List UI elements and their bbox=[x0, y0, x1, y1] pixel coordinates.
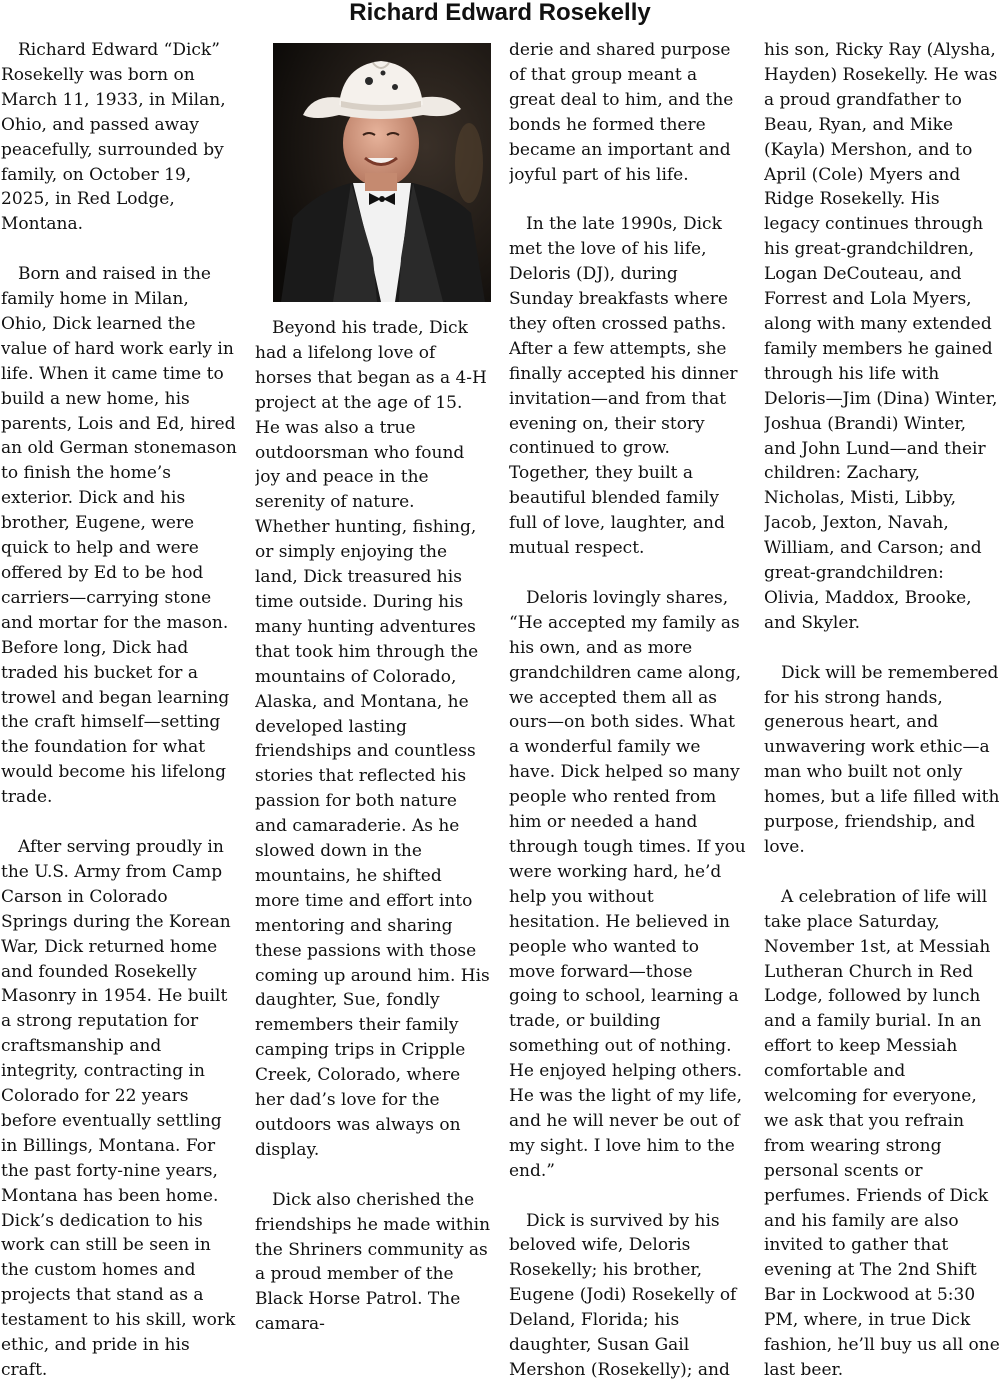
paragraph: After serving proudly in the U.S. Army from Camp Carson in Colorado Springs during the Korean War, Dick returned home and founded Rosekelly Masonry in 1954. He built a strong reputation for craftsmanship and integrity, contracting in Colorado for 22 years before eventually settling in Billings, Montana. For the past forty-nine years, Montana has been home. Dick’s dedication to his work can still be seen in the custom homes and projects that stand as a testament to his skill, work ethic, and pride in his craft. bbox=[1, 836, 236, 1380]
paragraph: In the late 1990s, Dick met the love of his life, Deloris (DJ), during Sunday breakfasts where they often crossed paths. After a few attempts, she finally accepted his dinner invitation—and from that evening on, their story continued to grow. Together, they built a beautiful blended family full of love, laughter, and mutual respect. bbox=[509, 214, 738, 559]
text-column-4 bbox=[764, 38, 1000, 1383]
text-column-3 bbox=[509, 38, 746, 1383]
text-column-2 bbox=[255, 316, 491, 1337]
portrait-illustration bbox=[273, 43, 491, 302]
paragraph: his son, Ricky Ray (Alysha, Hayden) Rosekelly. He was a proud grandfather to Beau, Ryan, and Mike (Kayla) Mershon, and to April (Cole) Myers and Ridge Rosekelly. His legacy continues through his great-grandchildren, Logan DeCouteau, and Forrest and Lola Myers, along with many extended family members he gained through his life with Deloris—Jim (Dina) Winter, Joshua (Brandi) Winter, and John Lund—and their children: Zachary, Nicholas, Misti, Libby, Jacob, Jexton, Navah, William, and Carson; and great-grandchildren: Olivia, Maddox, Brooke, and Skyler. bbox=[764, 40, 998, 633]
paragraph: Beyond his trade, Dick had a lifelong love of horses that began as a 4-H project at the age of 15. He was also a true outdoorsman who found joy and peace in the serenity of nature. Whether hunting, fishing, or simply enjoying the land, Dick treasured his time outside. During his many hunting adventures that took him through the mountains of Colorado, Alaska, and Montana, he developed lasting friendships and countless stories that reflected his passion for both nature and camaraderie. As he slowed down in the mountains, he shifted more time and effort into mentoring and sharing these passions with those coming up around him. His daughter, Sue, fondly remembers their family camping trips in Cripple Creek, Colorado, where her dad’s love for the outdoors was always on display. bbox=[255, 318, 490, 1160]
paragraph: derie and shared purpose of that group meant a great deal to him, and the bonds he formed there became an important and joyful part of his life. bbox=[509, 40, 734, 185]
paragraph: Deloris lovingly shares, “He accepted my family as his own, and as more grandchildren came along, we accepted them all as ours—on both sides. What a wonderful family we have. Dick helped so many people who rented from him or needed a hand through tough times. If you were working hard, he’d help you without hesitation. He believed in people who wanted to move forward—those going to school, learning a trade, or building something out of nothing. He enjoyed helping others. He was the light of my life, and he will never be out of my sight. I love him to the end.” bbox=[509, 587, 746, 1181]
text-column-1 bbox=[1, 38, 239, 1383]
paragraph: Born and raised in the family home in Milan, Ohio, Dick learned the value of hard work early in life. When it came time to build a new home, his parents, Lois and Ed, hired an old German stonemason to finish the home’s exterior. Dick and his brother, Eugene, were quick to help and were offered by Ed to be hod carriers—carrying stone and mortar for the mason. Before long, Dick had traded his bucket for a trowel and began learning the craft himself—setting the foundation for what would become his lifelong trade. bbox=[1, 264, 237, 808]
paragraph: A celebration of life will take place Saturday, November 1st, at Messiah Lutheran Church in Red Lodge, followed by lunch and a family burial. In an effort to keep Messiah comfortable and welcoming for everyone, we ask that you refrain from wearing strong personal scents or perfumes. Friends of Dick and his family are also invited to gather that evening at The 2nd Shift Bar in Lockwood at 5:30 PM, where, in true Dick fashion, he’ll buy us all one last beer. bbox=[764, 886, 1000, 1380]
paragraph: Richard Edward “Dick” Rosekelly was born on March 11, 1933, in Milan, Ohio, and passed away peacefully, surrounded by family, on October 19, 2025, in Red Lodge, Montana. bbox=[1, 40, 226, 235]
obituary-title: Richard Edward Rosekelly bbox=[349, 0, 651, 26]
portrait-photo bbox=[273, 43, 491, 302]
paragraph: Dick will be remembered for his strong hands, generous heart, and unwavering work ethic—a man who built not only homes, but a life filled with purpose, friendship, and love. bbox=[764, 662, 1000, 857]
paragraph: Dick is survived by his beloved wife, Deloris Rosekelly; his brother, Eugene (Jodi) Rosekelly of Deland, Florida; his daughter, Susan Gail Mershon (Rosekelly); and bbox=[509, 1210, 737, 1380]
paragraph: Dick also cherished the friendships he made within the Shriners community as a proud member of the Black Horse Patrol. The camara- bbox=[255, 1189, 491, 1335]
